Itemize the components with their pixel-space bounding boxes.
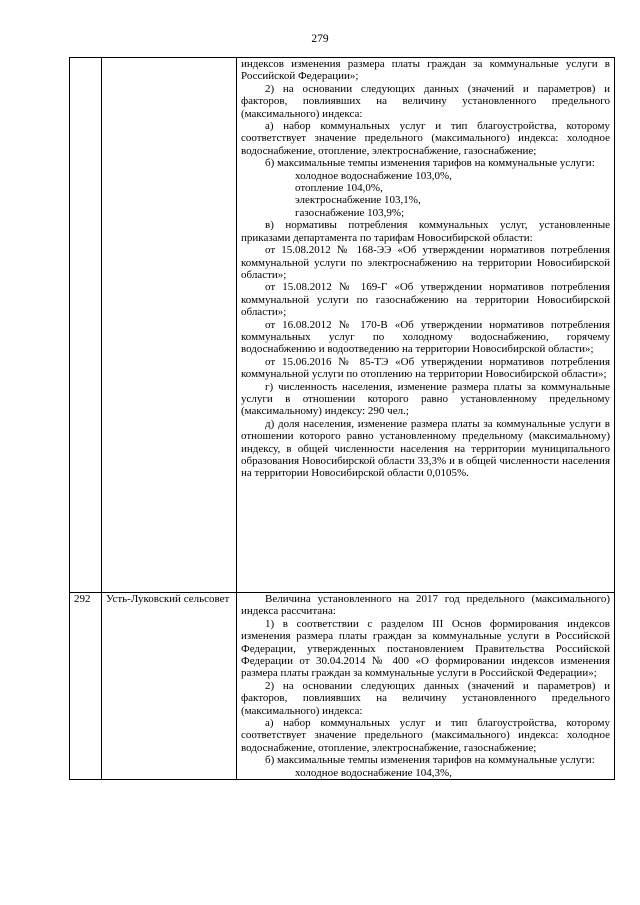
tariff-table (69, 57, 615, 780)
index-description (237, 593, 615, 780)
description-paragraph: холодное водоснабжение 103,0%, (295, 169, 452, 182)
municipality-name (102, 58, 237, 593)
description-paragraph: газоснабжение 103,9%; (295, 206, 405, 219)
table-row (70, 58, 615, 593)
description-paragraph: Величина установленного на 2017 год предельного (максимального) индекса рассчитана: (241, 593, 610, 618)
description-paragraph: а) набор коммунальных услуг и тип благоустройства, которому соответствует значение предельного (максимального) индекса: холодное водоснабжение, отопление, электроснабжение, газоснабжение; (241, 717, 610, 754)
description-paragraph: электроснабжение 103,1%, (295, 194, 421, 207)
description-paragraph: 2) на основании следующих данных (значений и параметров) и факторов, повлиявших на величину установленного предельного (максимального) индекса: (241, 679, 610, 717)
description-paragraph: г) численность населения, изменение размера платы за коммунальные услуги в отношении которого равно установленному предельному (максимальному) индексу: 290 чел.; (241, 380, 610, 418)
description-paragraph: от 15.08.2012 № 168-ЭЭ «Об утверждении нормативов потребления коммунальной услуги по электроснабжению на территории Новосибирской области»; (241, 244, 610, 281)
description-paragraph: в) нормативы потребления коммунальных услуг, установленные приказами департамента по тарифам Новосибирской области: (241, 219, 610, 244)
description-paragraph: 2) на основании следующих данных (значений и параметров) и факторов, повлиявших на величину установленного предельного (максимального) индекса: (241, 82, 610, 120)
description-paragraph: б) максимальные темпы изменения тарифов на коммунальные услуги: (265, 754, 595, 767)
description-paragraph: от 15.08.2012 № 169-Г «Об утверждении нормативов потребления коммунальной услуги по газоснабжению на территории Новосибирской области»; (241, 281, 610, 319)
municipality-name: Усть-Луковский сельсовет (102, 593, 237, 780)
row-number (70, 58, 102, 593)
description-paragraph: холодное водоснабжение 104,3%, (295, 766, 452, 779)
index-description (237, 58, 615, 593)
description-paragraph: б) максимальные темпы изменения тарифов на коммунальные услуги: (265, 157, 595, 170)
row-number: 292 (70, 593, 102, 780)
description-paragraph: от 16.08.2012 № 170-В «Об утверждении нормативов потребления коммунальных услуг по холодному водоснабжению, горячему водоснабжению и водоотведению на территории Новосибирской области»; (241, 318, 610, 356)
description-paragraph: отопление 104,0%, (295, 182, 383, 195)
description-paragraph: индексов изменения размера платы граждан за коммунальные услуги в Российской Федерации»; (241, 58, 610, 83)
description-paragraph: от 15.06.2016 № 85-ТЭ «Об утверждении нормативов потребления коммунальной услуги по отоплению на территории Новосибирской области»; (241, 355, 610, 381)
description-paragraph: 1) в соответствии с разделом III Основ формирования индексов изменения размера платы граждан за коммунальные услуги в Российской Федерации, утвержденных постановлением Правительства Российской Федерации от 30.04.2014 № 400 «О формировании индексов изменения размера платы граждан за коммунальные услуги в Российской Федерации»; (241, 617, 610, 680)
page-number: 279 (311, 33, 329, 45)
table-row (70, 593, 615, 780)
description-paragraph: а) набор коммунальных услуг и тип благоустройства, которому соответствует значение предельного (максимального) индекса: холодное водоснабжение, отопление, электроснабжение, газоснабжение; (241, 120, 610, 157)
description-paragraph: д) доля населения, изменение размера платы за коммунальные услуги в отношении которого равно установленному предельному (максимальному) индексу, в общей численности населения на территории муниципального образования Новосибирской области 33,3% и в общей численности населения на территории Новосибирской области 0,0105%. (241, 417, 610, 480)
